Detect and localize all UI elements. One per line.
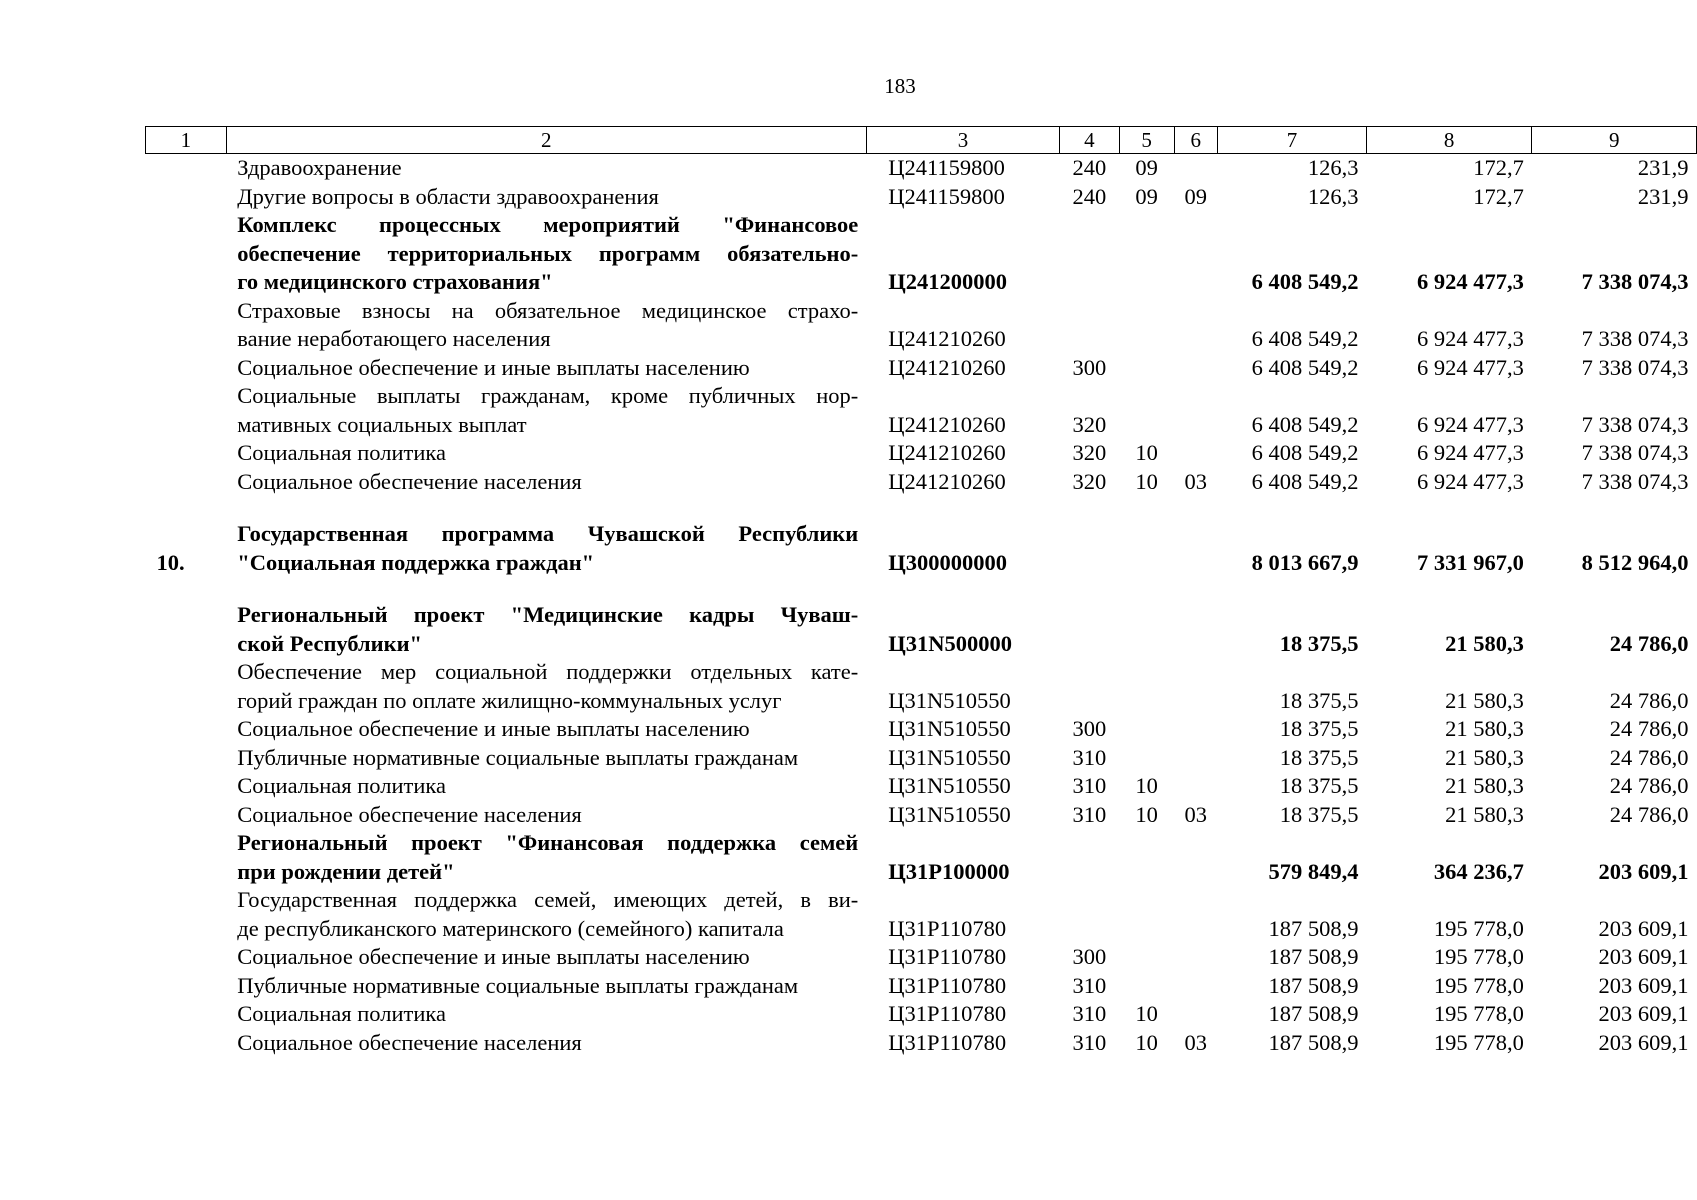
amount-col-7-cell: 6 408 549,2 <box>1251 269 1359 294</box>
expense-type-cell: 310 <box>1072 801 1107 827</box>
table-row <box>146 382 1697 439</box>
target-article-code-cell: Ц31P110780 <box>888 972 1007 998</box>
expense-type-cell <box>1060 658 1119 715</box>
description-line: вание неработающего населения <box>237 326 551 351</box>
table-row <box>146 658 1697 715</box>
amount-col-7-cell: 579 849,4 <box>1268 858 1359 884</box>
amount-col-7-cell: 126,3 <box>1307 155 1359 180</box>
target-article-code-cell: Ц241210260 <box>888 354 1006 380</box>
amount-col-8-cell: 195 778,0 <box>1433 915 1524 941</box>
row-number-cell <box>146 154 227 183</box>
amount-col-9-cell: 203 609,1 <box>1598 858 1689 884</box>
amount-col-8-cell: 195 778,0 <box>1433 944 1524 969</box>
section-cell <box>1119 297 1174 354</box>
description-line: Социальная политика <box>237 440 446 465</box>
row-number-cell <box>146 658 227 715</box>
description-line: Другие вопросы в области здравоохранения <box>237 183 659 209</box>
expense-type-cell: 320 <box>1072 411 1107 437</box>
amount-col-7-cell: 187 508,9 <box>1268 1029 1359 1055</box>
amount-col-8-cell: 195 778,0 <box>1433 1001 1524 1026</box>
expense-type-cell <box>1060 211 1119 297</box>
section-cell: 10 <box>1135 1001 1158 1026</box>
subsection-cell <box>1174 886 1217 943</box>
description-line: ской Республики" <box>237 630 423 656</box>
header-cell-9: 9 <box>1532 127 1697 154</box>
description-line: Здравоохранение <box>237 155 402 180</box>
row-description-cell <box>226 496 866 577</box>
description-line: Публичные нормативные социальные выплаты гражданам <box>237 972 799 998</box>
row-description-cell <box>226 154 866 183</box>
target-article-code-cell: Ц31N500000 <box>888 630 1012 656</box>
row-description-cell <box>226 744 866 773</box>
description-line: де республиканского материнского (семейного) капитала <box>237 915 784 941</box>
table-row <box>146 354 1697 383</box>
amount-col-8-cell: 7 331 967,0 <box>1417 549 1524 575</box>
amount-col-7-cell: 187 508,9 <box>1268 944 1359 969</box>
expense-type-cell: 320 <box>1072 468 1107 494</box>
subsection-cell: 09 <box>1184 183 1208 209</box>
target-article-code-cell: Ц31N510550 <box>888 801 1011 827</box>
amount-col-8-cell: 6 924 477,3 <box>1417 440 1524 465</box>
row-number-cell <box>146 354 227 383</box>
amount-col-7-cell: 18 375,5 <box>1279 687 1359 713</box>
amount-col-9-cell: 7 338 074,3 <box>1581 269 1689 294</box>
row-number-cell <box>146 1029 227 1058</box>
amount-col-7-cell: 187 508,9 <box>1268 972 1359 998</box>
section-cell <box>1119 829 1174 886</box>
row-description-cell <box>226 382 866 439</box>
row-description-cell <box>226 211 866 297</box>
row-description-cell <box>226 297 866 354</box>
header-cell-5: 5 <box>1119 127 1174 154</box>
amount-col-9-cell: 24 786,0 <box>1609 716 1689 741</box>
section-cell <box>1119 382 1174 439</box>
table-row <box>146 801 1697 830</box>
row-description-cell <box>226 943 866 972</box>
section-cell: 10 <box>1135 801 1158 827</box>
description-line: Публичные нормативные социальные выплаты гражданам <box>237 744 799 770</box>
expense-type-cell <box>1060 577 1119 658</box>
row-number-cell <box>146 829 227 886</box>
row-number-cell <box>146 772 227 801</box>
table-row <box>146 1029 1697 1058</box>
table-row <box>146 297 1697 354</box>
amount-col-9-cell: 7 338 074,3 <box>1581 354 1689 380</box>
section-cell <box>1119 744 1174 773</box>
row-number-cell <box>146 1000 227 1029</box>
amount-col-8-cell: 6 924 477,3 <box>1417 468 1524 494</box>
row-number-cell <box>146 972 227 1001</box>
expense-type-cell: 310 <box>1072 744 1107 770</box>
amount-col-7-cell: 187 508,9 <box>1268 1001 1359 1026</box>
section-cell <box>1119 211 1174 297</box>
amount-col-9-cell: 7 338 074,3 <box>1581 411 1689 437</box>
table-row <box>146 154 1697 183</box>
amount-col-7-cell: 6 408 549,2 <box>1251 326 1359 351</box>
amount-col-9-cell: 203 609,1 <box>1598 915 1689 941</box>
subsection-cell <box>1174 154 1217 183</box>
description-line: Обеспечение мер социальной поддержки отдельных кате- <box>237 659 859 684</box>
amount-col-8-cell: 6 924 477,3 <box>1417 354 1524 380</box>
section-cell: 10 <box>1135 468 1158 494</box>
section-cell: 10 <box>1135 1029 1158 1055</box>
row-number-cell <box>146 439 227 468</box>
subsection-cell <box>1174 943 1217 972</box>
target-article-code-cell: Ц31N510550 <box>888 716 1011 741</box>
target-article-code-cell: Ц241159800 <box>888 155 1005 180</box>
amount-col-9-cell: 203 609,1 <box>1598 972 1689 998</box>
expense-type-cell: 320 <box>1072 440 1107 465</box>
row-description-cell <box>226 183 866 212</box>
row-description-cell <box>226 658 866 715</box>
amount-col-7-cell: 18 375,5 <box>1279 773 1359 798</box>
table-row <box>146 211 1697 297</box>
header-cell-8: 8 <box>1366 127 1531 154</box>
subsection-cell: 03 <box>1184 468 1208 494</box>
section-cell <box>1119 354 1174 383</box>
amount-col-9-cell: 7 338 074,3 <box>1581 468 1689 494</box>
amount-col-7-cell: 6 408 549,2 <box>1251 468 1359 494</box>
table-row <box>146 715 1697 744</box>
row-number-cell <box>146 943 227 972</box>
target-article-code-cell: Ц241210260 <box>888 440 1006 465</box>
description-line: Страховые взносы на обязательное медицинское страхо- <box>237 297 859 323</box>
amount-col-8-cell: 172,7 <box>1473 183 1524 209</box>
amount-col-8-cell: 21 580,3 <box>1445 630 1524 656</box>
section-cell <box>1119 496 1174 577</box>
amount-col-7-cell: 18 375,5 <box>1279 744 1359 770</box>
amount-col-8-cell: 6 924 477,3 <box>1417 326 1524 351</box>
row-description-cell <box>226 829 866 886</box>
expense-type-cell <box>1060 886 1119 943</box>
row-number-cell <box>146 577 227 658</box>
table-row <box>146 886 1697 943</box>
table-row <box>146 439 1697 468</box>
subsection-cell <box>1174 297 1217 354</box>
header-cell-1: 1 <box>146 127 227 154</box>
subsection-cell <box>1174 658 1217 715</box>
amount-col-8-cell: 364 236,7 <box>1433 858 1524 884</box>
expense-type-cell: 240 <box>1072 155 1107 180</box>
target-article-code-cell: Ц241210260 <box>888 326 1006 351</box>
amount-col-9-cell: 7 338 074,3 <box>1581 326 1689 351</box>
row-description-cell <box>226 439 866 468</box>
description-line: Региональный проект "Медицинские кадры Чуваш- <box>237 602 859 627</box>
row-description-cell <box>226 715 866 744</box>
amount-col-9-cell: 231,9 <box>1637 155 1689 180</box>
subsection-cell <box>1174 354 1217 383</box>
amount-col-8-cell: 172,7 <box>1473 155 1524 180</box>
description-line: "Социальная поддержка граждан" <box>237 549 595 575</box>
description-line: Социальные выплаты гражданам, кроме публичных нор- <box>237 383 859 408</box>
target-article-code-cell: Ц31P100000 <box>888 858 1010 884</box>
expense-type-cell: 300 <box>1072 716 1107 741</box>
amount-col-8-cell: 6 924 477,3 <box>1417 411 1524 437</box>
amount-col-8-cell: 6 924 477,3 <box>1417 269 1524 294</box>
row-number-cell <box>146 183 227 212</box>
target-article-code-cell: Ц31N510550 <box>888 773 1011 798</box>
subsection-cell <box>1174 972 1217 1001</box>
row-number-cell <box>146 382 227 439</box>
amount-col-7-cell: 8 013 667,9 <box>1251 549 1359 575</box>
row-number-cell <box>146 715 227 744</box>
amount-col-9-cell: 24 786,0 <box>1609 687 1689 713</box>
description-line: при рождении детей" <box>237 858 455 884</box>
table-row <box>146 829 1697 886</box>
row-description-cell <box>226 354 866 383</box>
subsection-cell: 03 <box>1184 1029 1208 1055</box>
budget-table <box>145 126 1697 1057</box>
header-cell-4: 4 <box>1060 127 1119 154</box>
subsection-cell <box>1174 211 1217 297</box>
subsection-cell <box>1174 829 1217 886</box>
amount-col-7-cell: 6 408 549,2 <box>1251 354 1359 380</box>
description-line: горий граждан по оплате жилищно-коммунальных услуг <box>237 687 782 713</box>
amount-col-9-cell: 7 338 074,3 <box>1581 440 1689 465</box>
description-line: обеспечение территориальных программ обязательно- <box>237 240 859 266</box>
target-article-code-cell: Ц241200000 <box>888 269 1008 294</box>
row-description-cell <box>226 801 866 830</box>
description-line: Социальное обеспечение и иные выплаты населению <box>237 716 750 741</box>
target-article-code-cell: Ц31N510550 <box>888 687 1011 713</box>
target-article-code-cell: Ц241210260 <box>888 411 1006 437</box>
expense-type-cell: 240 <box>1072 183 1107 209</box>
amount-col-9-cell: 203 609,1 <box>1598 1001 1689 1026</box>
amount-col-9-cell: 203 609,1 <box>1598 1029 1689 1055</box>
table-body <box>146 154 1697 1058</box>
header-cell-2: 2 <box>226 127 866 154</box>
amount-col-7-cell: 18 375,5 <box>1279 630 1359 656</box>
target-article-code-cell: Ц31N510550 <box>888 744 1011 770</box>
section-cell <box>1119 943 1174 972</box>
table-row <box>146 468 1697 497</box>
table-header-row <box>146 127 1697 154</box>
description-line: Комплекс процессных мероприятий "Финансовое <box>237 212 859 237</box>
row-description-cell <box>226 972 866 1001</box>
expense-type-cell <box>1060 297 1119 354</box>
amount-col-7-cell: 18 375,5 <box>1279 801 1359 827</box>
amount-col-8-cell: 21 580,3 <box>1445 687 1524 713</box>
row-number-cell: 10. <box>156 549 185 575</box>
section-cell: 10 <box>1135 773 1158 798</box>
header-cell-7: 7 <box>1217 127 1366 154</box>
section-cell <box>1119 715 1174 744</box>
expense-type-cell: 300 <box>1072 944 1107 969</box>
table-row <box>146 183 1697 212</box>
header-cell-3: 3 <box>866 127 1060 154</box>
amount-col-9-cell: 203 609,1 <box>1598 944 1689 969</box>
description-line: Государственная поддержка семей, имеющих детей, в ви- <box>237 887 859 912</box>
amount-col-7-cell: 126,3 <box>1307 183 1359 209</box>
table-row <box>146 1000 1697 1029</box>
row-number-cell <box>146 468 227 497</box>
description-line: Социальная политика <box>237 773 446 798</box>
amount-col-9-cell: 24 786,0 <box>1609 801 1689 827</box>
row-description-cell <box>226 772 866 801</box>
description-line: го медицинского страхования" <box>237 269 553 294</box>
target-article-code-cell: Ц31P110780 <box>888 1001 1007 1026</box>
subsection-cell <box>1174 772 1217 801</box>
amount-col-9-cell: 24 786,0 <box>1609 773 1689 798</box>
subsection-cell <box>1174 715 1217 744</box>
amount-col-7-cell: 6 408 549,2 <box>1251 440 1359 465</box>
description-line: мативных социальных выплат <box>237 411 527 437</box>
description-line: Социальное обеспечение населения <box>237 468 582 494</box>
amount-col-8-cell: 21 580,3 <box>1445 801 1524 827</box>
row-description-cell <box>226 1029 866 1058</box>
expense-type-cell <box>1060 496 1119 577</box>
row-description-cell <box>226 886 866 943</box>
table-row <box>146 577 1697 658</box>
target-article-code-cell: Ц31P110780 <box>888 1029 1007 1055</box>
amount-col-8-cell: 195 778,0 <box>1433 972 1524 998</box>
description-line: Социальное обеспечение населения <box>237 1029 582 1055</box>
row-description-cell <box>226 577 866 658</box>
row-number-cell <box>146 886 227 943</box>
table-row <box>146 972 1697 1001</box>
row-number-cell <box>146 211 227 297</box>
amount-col-9-cell: 8 512 964,0 <box>1581 549 1689 575</box>
section-cell <box>1119 886 1174 943</box>
row-description-cell <box>226 468 866 497</box>
amount-col-8-cell: 21 580,3 <box>1445 773 1524 798</box>
section-cell: 10 <box>1135 440 1158 465</box>
amount-col-8-cell: 21 580,3 <box>1445 744 1524 770</box>
amount-col-7-cell: 18 375,5 <box>1279 716 1359 741</box>
description-line: Социальное обеспечение и иные выплаты населению <box>237 354 750 380</box>
section-cell <box>1119 658 1174 715</box>
row-number-cell <box>146 744 227 773</box>
subsection-cell <box>1174 1000 1217 1029</box>
description-line: Региональный проект "Финансовая поддержка семей <box>237 830 859 855</box>
expense-type-cell <box>1060 829 1119 886</box>
amount-col-9-cell: 24 786,0 <box>1609 744 1689 770</box>
target-article-code-cell: Ц31P110780 <box>888 944 1007 969</box>
description-line: Государственная программа Чувашской Республики <box>237 521 859 546</box>
page-number: 183 <box>884 74 916 98</box>
description-line: Социальное обеспечение населения <box>237 801 582 827</box>
expense-type-cell: 310 <box>1072 1001 1107 1026</box>
expense-type-cell: 310 <box>1072 773 1107 798</box>
expense-type-cell: 310 <box>1072 972 1107 998</box>
table-row <box>146 772 1697 801</box>
subsection-cell <box>1174 744 1217 773</box>
description-line: Социальное обеспечение и иные выплаты населению <box>237 944 750 969</box>
amount-col-7-cell: 6 408 549,2 <box>1251 411 1359 437</box>
subsection-cell <box>1174 382 1217 439</box>
target-article-code-cell: Ц300000000 <box>888 549 1008 575</box>
section-cell <box>1119 972 1174 1001</box>
target-article-code-cell: Ц241159800 <box>888 183 1005 209</box>
table-row <box>146 744 1697 773</box>
row-description-cell <box>226 1000 866 1029</box>
amount-col-9-cell: 231,9 <box>1637 183 1689 209</box>
section-cell <box>1119 577 1174 658</box>
section-cell: 09 <box>1135 155 1158 180</box>
table-row <box>146 496 1697 577</box>
target-article-code-cell: Ц241210260 <box>888 468 1006 494</box>
expense-type-cell: 310 <box>1072 1029 1107 1055</box>
expense-type-cell: 300 <box>1072 354 1107 380</box>
subsection-cell <box>1174 577 1217 658</box>
subsection-cell <box>1174 496 1217 577</box>
amount-col-8-cell: 21 580,3 <box>1445 716 1524 741</box>
subsection-cell: 03 <box>1184 801 1208 827</box>
description-line: Социальная политика <box>237 1001 446 1026</box>
row-number-cell <box>146 297 227 354</box>
amount-col-8-cell: 195 778,0 <box>1433 1029 1524 1055</box>
amount-col-9-cell: 24 786,0 <box>1609 630 1689 656</box>
header-cell-6: 6 <box>1174 127 1217 154</box>
target-article-code-cell: Ц31P110780 <box>888 915 1007 941</box>
subsection-cell <box>1174 439 1217 468</box>
section-cell: 09 <box>1135 183 1158 209</box>
table-row <box>146 943 1697 972</box>
row-number-cell <box>146 801 227 830</box>
amount-col-7-cell: 187 508,9 <box>1268 915 1359 941</box>
